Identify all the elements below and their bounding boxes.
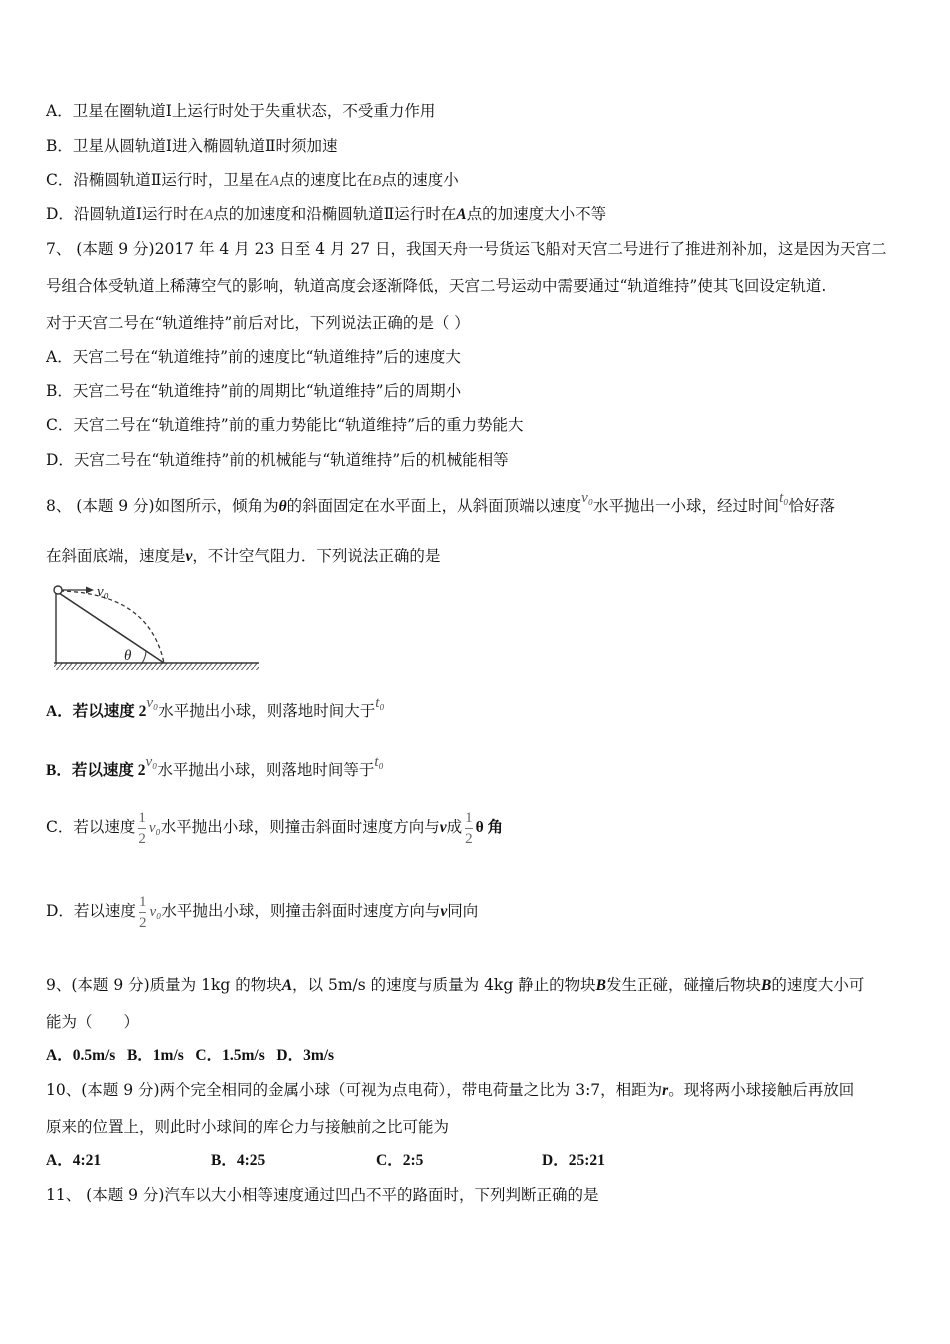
q9-block-b: B — [595, 977, 607, 994]
q8-c-fraction — [138, 809, 146, 848]
q6-d-post: 点的加速度大小不等 — [466, 205, 607, 223]
q8-option-b — [46, 754, 384, 781]
q9-block-b2: B — [761, 977, 772, 994]
q7-stem-line3 — [46, 313, 470, 333]
ground-hatching — [54, 663, 259, 670]
q8-l1-a: 8、 (本题 9 分)如图所示，倾角为 — [46, 497, 279, 515]
q8-d-v: v — [440, 903, 448, 920]
q8-l1-d: 恰好落 — [788, 497, 835, 515]
q9-option-b: B．1m/s — [126, 1047, 184, 1064]
q9-option-a: A．0.5m/s — [46, 1047, 116, 1064]
frac-num-2: 1 — [465, 809, 473, 826]
frac-den: 2 — [138, 830, 146, 847]
velocity-arrowhead — [86, 587, 94, 594]
q10-stem-line2 — [46, 1117, 449, 1137]
q8-a-t0: t₀ — [375, 695, 385, 711]
q11-stem-line1 — [46, 1185, 598, 1205]
q8-option-d — [46, 892, 478, 932]
q8-v0-symbol: v₀ — [581, 490, 594, 506]
q8-b-t0: t₀ — [374, 754, 384, 770]
q7-option-d-text: D．天宫二号在“轨道维持”前的机械能与“轨道维持”后的机械能相等 — [46, 451, 509, 469]
q8-stem-line2 — [46, 546, 440, 567]
q6-c-pre: C．沿椭圆轨道Ⅱ运行时，卫星在 — [46, 171, 270, 189]
q6-c-point-b: B — [372, 173, 382, 189]
q10-l1-a: 10、(本题 9 分)两个完全相同的金属小球（可视为点电荷），带电荷量之比为 3:7，相距为 — [46, 1081, 663, 1099]
q8-a-pre: A．若以速度 2 — [46, 703, 147, 720]
q8-d-mid: 水平抛出小球，则撞击斜面时速度方向与 — [161, 902, 441, 920]
frac-bar-3 — [139, 912, 147, 913]
q8-a-v0: v₀ — [146, 695, 159, 711]
q7-option-b-text: B．天宫二号在“轨道维持”前的周期比“轨道维持”后的周期小 — [46, 382, 462, 400]
q7-option-b — [46, 381, 461, 401]
q7-option-a — [46, 347, 461, 367]
q9-option-d: D．3m/s — [276, 1047, 335, 1064]
q8-option-a — [46, 695, 385, 722]
q8-stem-line1 — [46, 490, 835, 517]
q8-d-fraction — [139, 893, 147, 932]
q8-theta-symbol: θ — [278, 498, 287, 515]
q8-c-v: v — [439, 819, 447, 836]
q7-option-c — [46, 415, 524, 435]
q9-block-a: A — [281, 977, 293, 994]
q9-l1-c: 发生正碰，碰撞后物块 — [606, 976, 762, 994]
q6-option-c — [46, 170, 459, 191]
q6-d-pre: D．沿圆轨道Ⅰ运行时在 — [46, 205, 205, 223]
q10-option-d: D．25:21 — [542, 1152, 605, 1169]
q6-d-mid: 点的加速度和沿椭圆轨道Ⅱ运行时在 — [213, 205, 457, 223]
q8-t0-symbol: t₀ — [779, 490, 789, 506]
q11-line1-text: 11、 (本题 9 分)汽车以大小相等速度通过凹凸不平的路面时，下列判断正确的是 — [46, 1186, 599, 1204]
ball — [54, 586, 62, 594]
q7-option-d — [46, 450, 509, 470]
q8-l2-a: 在斜面底端，速度是 — [46, 547, 186, 565]
incline-projectile-figure — [44, 577, 264, 675]
frac-bar — [138, 828, 146, 829]
q8-c-v0: v₀ — [148, 820, 161, 836]
q8-l1-b: 的斜面固定在水平面上，从斜面顶端以速度 — [286, 497, 582, 515]
q6-d-point-a2: A — [456, 206, 467, 223]
q8-d-post: 同向 — [447, 902, 479, 920]
q10-option-a: A．4:21 — [46, 1152, 102, 1169]
q9-stem-line2 — [46, 1012, 139, 1032]
q7-line3-text: 对于天宫二号在“轨道维持”前后对比，下列说法正确的是（ ） — [46, 314, 470, 332]
frac-den-2: 2 — [465, 830, 473, 847]
q8-b-v0: v₀ — [145, 754, 158, 770]
q9-l1-b: ，以 5m/s 的速度与质量为 4kg 静止的物块 — [292, 976, 596, 994]
q6-c-mid: 点的速度比在 — [279, 171, 373, 189]
q8-c-angle-fraction — [465, 809, 473, 848]
q7-stem-line1 — [46, 239, 887, 259]
q8-a-mid: 水平抛出小球，则落地时间大于 — [158, 702, 376, 720]
q7-option-c-text: C．天宫二号在“轨道维持”前的重力势能比“轨道维持”后的重力势能大 — [46, 416, 524, 434]
figure-theta-label: θ — [124, 648, 132, 664]
q8-c-post2: θ 角 — [475, 819, 504, 836]
q7-stem-line2 — [46, 276, 826, 296]
q7-option-a-text: A．天宫二号在“轨道维持”前的速度比“轨道维持”后的速度大 — [46, 348, 461, 366]
q6-option-a-text: A．卫星在圈轨道Ⅰ上运行时处于失重状态，不受重力作用 — [46, 102, 436, 120]
frac-den-3: 2 — [138, 914, 147, 931]
q8-c-mid: 水平抛出小球，则撞击斜面时速度方向与 — [160, 818, 440, 836]
q8-d-v0: v₀ — [149, 904, 162, 920]
frac-bar-2 — [465, 828, 473, 829]
q7-line1-text: 7、 (本题 9 分)2017 年 4 月 23 日至 4 月 27 日，我国天舟一号货运飞船对天宫二号进行了推进剂补加，这是因为天宫二 — [46, 240, 887, 258]
q8-b-pre: B．若以速度 2 — [46, 762, 146, 779]
q10-option-b: B．4:25 — [211, 1152, 266, 1169]
q9-line2-text: 能为（ ） — [46, 1013, 140, 1031]
q8-option-c — [46, 808, 503, 848]
q10-stem-line1 — [46, 1080, 854, 1101]
q6-option-d — [46, 204, 606, 225]
q8-v-symbol: v — [185, 548, 193, 565]
angle-arc — [142, 651, 146, 663]
q9-option-c: C．1.5m/s — [195, 1047, 265, 1064]
frac-num: 1 — [138, 809, 146, 826]
q9-l1-a: 9、(本题 9 分)质量为 1kg 的物块 — [46, 976, 282, 994]
frac-num-3: 1 — [138, 893, 147, 910]
q6-c-point-a: A — [269, 173, 280, 189]
q6-c-post: 点的速度小 — [381, 171, 459, 189]
q8-l2-b: ，不计空气阻力．下列说法正确的是 — [192, 547, 441, 565]
q9-stem-line1 — [46, 975, 864, 996]
q10-l1-b: 。现将两小球接触后再放回 — [668, 1081, 855, 1099]
q8-d-pre: D．若以速度 — [46, 902, 136, 920]
q8-c-post1: 成 — [446, 818, 463, 836]
q10-r-symbol: r — [662, 1082, 669, 1099]
q10-line2-text: 原来的位置上，则此时小球间的库仑力与接触前之比可能为 — [46, 1118, 450, 1136]
q8-b-mid: 水平抛出小球，则落地时间等于 — [157, 761, 375, 779]
q10-option-c: C．2:5 — [376, 1152, 424, 1169]
figure-v0-label: v₀ — [97, 584, 109, 600]
q7-line2-text: 号组合体受轨道上稀薄空气的影响，轨道高度会逐渐降低，天宫二号运动中需要通过“轨道维持”使其飞回设定轨道. — [46, 277, 827, 295]
q8-c-pre: C．若以速度 — [46, 818, 136, 836]
q6-d-point-a: A — [204, 207, 214, 223]
q6-option-a — [46, 101, 435, 121]
q9-l1-d: 的速度大小可 — [771, 976, 865, 994]
q8-l1-c: 水平抛出一小球，经过时间 — [593, 497, 780, 515]
q6-option-b — [46, 136, 338, 156]
q9-options — [46, 1046, 334, 1066]
q6-option-b-text: B．卫星从圆轨道Ⅰ进入椭圆轨道Ⅱ时须加速 — [46, 137, 338, 155]
